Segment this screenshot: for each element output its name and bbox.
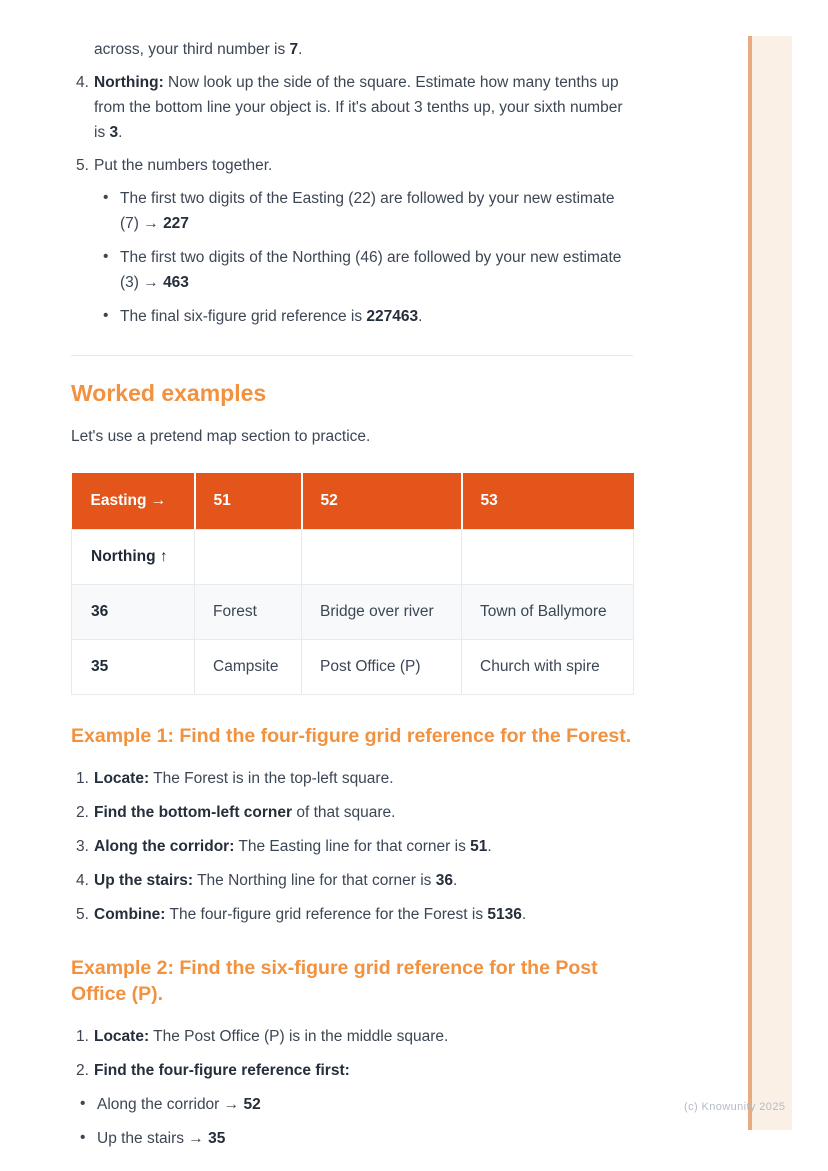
table-row	[72, 529, 634, 584]
table-header-row	[72, 473, 634, 529]
table-cell	[462, 529, 634, 584]
example1-list	[71, 766, 633, 927]
table-cell: Campsite	[195, 639, 302, 694]
example2-heading: Example 2: Find the six-figure grid reference for the Post Office (P).	[71, 956, 598, 1005]
example1-heading: Example 1: Find the four-figure grid reference for the Forest.	[71, 724, 632, 747]
table-header-cell: Easting →	[72, 473, 195, 529]
list-item-text: Up the stairs: The Northing line for that corner is 36.	[94, 871, 458, 889]
list-item-text: Northing: Now look up the side of the square. Estimate how many tenths up from the bottom line your object is. If it's about 3 tenths up, your sixth number is 3.	[94, 74, 623, 141]
table-cell: Post Office (P)	[302, 639, 462, 694]
copyright-text: (c) Knowunity 2025	[684, 1101, 786, 1113]
section-divider	[71, 355, 633, 356]
example2-sub-bullets	[71, 1092, 633, 1151]
table-cell: Forest	[195, 584, 302, 639]
table-header-cell: 52	[302, 473, 462, 529]
list-item-number: 4.	[76, 871, 89, 889]
table-row-header: Northing ↑	[72, 529, 195, 584]
bullet-list-item: • The first two digits of the Northing (46) are followed by your new estimate (3) → 463	[71, 245, 633, 295]
numbered-list-item	[71, 153, 633, 178]
table-header-cell: 51	[195, 473, 302, 529]
list-item-number: 1.	[76, 1027, 89, 1045]
list-item-text: Put the numbers together.	[94, 157, 273, 174]
numbered-list-item	[71, 1058, 633, 1083]
table-row-header: 36	[72, 584, 195, 639]
list-item-number: 3.	[76, 837, 89, 855]
bullet-list-item: • Up the stairs → 35	[71, 1126, 633, 1151]
table-row	[72, 584, 634, 639]
grid-reference-table	[71, 473, 634, 695]
section-heading-worked-examples: Worked examples	[71, 380, 267, 406]
list-item-text: Locate: The Post Office (P) is in the middle square.	[94, 1027, 449, 1045]
list-item-text: Along the corridor: The Easting line for that corner is 51.	[94, 837, 492, 855]
bullet-list-item: • The final six-figure grid reference is 227463.	[71, 304, 633, 329]
list-item-text: Locate: The Forest is in the top-left square.	[94, 769, 394, 787]
list-item-number: 5.	[76, 905, 89, 923]
bullet-list	[71, 186, 633, 329]
list-item-text: Find the four-figure reference first:	[94, 1061, 350, 1079]
list-item-text: Combine: The four-figure grid reference for the Forest is 5136.	[94, 905, 527, 923]
list-item-text: Find the bottom-left corner of that square.	[94, 803, 396, 821]
numbered-list-item	[71, 902, 633, 927]
numbered-list-item	[71, 766, 633, 791]
numbered-list-item	[71, 834, 633, 859]
table-row-header: 35	[72, 639, 195, 694]
list-item-continuation: across, your third number is 7.	[94, 41, 303, 58]
table-row	[72, 639, 634, 694]
table-cell	[195, 529, 302, 584]
bullet-list-item: • The first two digits of the Easting (22) are followed by your new estimate (7) → 227	[71, 186, 633, 236]
document-content	[71, 0, 633, 1160]
list-item-number: 1.	[76, 769, 89, 787]
table-cell	[302, 529, 462, 584]
page-accent-stripe	[748, 36, 792, 1130]
numbered-list-item	[71, 868, 633, 893]
table-cell: Bridge over river	[302, 584, 462, 639]
list-item-number: 4.	[76, 74, 89, 91]
list-item-number: 5.	[76, 157, 89, 174]
table-header-cell: 53	[462, 473, 634, 529]
numbered-list-item	[71, 800, 633, 825]
section-intro-paragraph: Let's use a pretend map section to practice.	[71, 428, 371, 445]
example2-list	[71, 1024, 633, 1151]
numbered-list-item	[71, 70, 633, 145]
list-item-number: 2.	[76, 803, 89, 821]
numbered-list-item	[71, 1024, 633, 1049]
table-cell: Town of Ballymore	[462, 584, 634, 639]
list-item-number: 2.	[76, 1061, 89, 1079]
table-cell: Church with spire	[462, 639, 634, 694]
bullet-list-item: • Along the corridor → 52	[71, 1092, 633, 1117]
